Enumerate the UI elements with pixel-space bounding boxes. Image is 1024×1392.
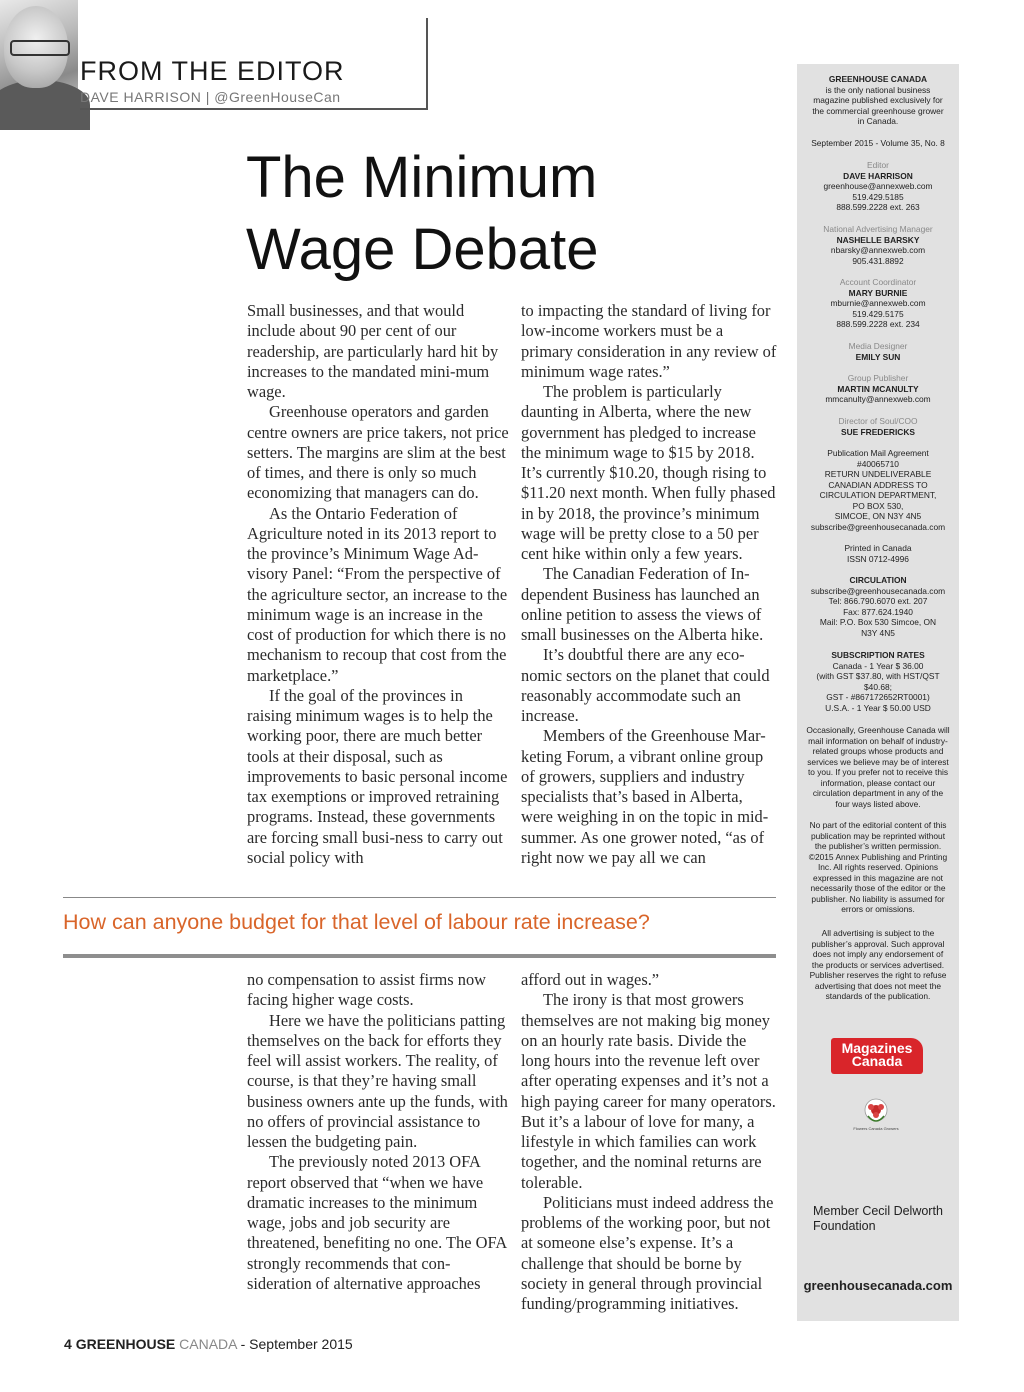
- article-column-3: [247, 970, 509, 1294]
- staff-designer: Media Designer EMILY SUN: [848, 341, 908, 362]
- paragraph: If the goal of the provinces in raising minimum wages is to help the working poor, there are much better tools at their disposal, such as improvements to basic personal income tax exemptions or improved retraining programs. Instead, these governments are forcing small busi-ness to carry out social policy with: [247, 685, 508, 867]
- paragraph: As the Ontario Federation of Agriculture noted in its 2013 report to the province’s Minimum Wage Ad-visory Panel: “From the perspective of the agriculture sector, an increase to the minimum wage is an increase in the cost of production for which there is no mechanism to recoup that cost from the marketplace.”: [247, 503, 508, 685]
- page-footer: [64, 1336, 353, 1352]
- headline-line-1: The Minimum: [246, 145, 598, 210]
- paragraph: It’s doubtful there are any eco-nomic sectors on the planet that could reasonably accommodate such an increase.: [521, 645, 770, 725]
- masthead-intro: [801, 74, 955, 127]
- paragraph: Politicians must indeed address the problems of the working poor, but not at someone else’s expense. It’s a challenge that should be borne by society in general through provincial funding/programming initiatives.: [521, 1192, 774, 1313]
- headline-line-2: Wage Debate: [246, 217, 599, 282]
- paragraph: Small businesses, and that would include about 90 per cent of our readership, are particularly hard hit by increases to the mandated mini-mum wage.: [247, 301, 499, 401]
- svg-text:Flowers Canada Growers: Flowers Canada Growers: [853, 1126, 899, 1131]
- article-column-1: [247, 301, 509, 868]
- staff-advertising: National Advertising Manager NASHELLE BARSKY nbarsky@annexweb.com 905.431.8892: [823, 224, 933, 266]
- footer-issue: - September 2015: [240, 1336, 353, 1352]
- footer-magazine-name: GREENHOUSE: [75, 1336, 176, 1352]
- paragraph: no compensation to assist firms now facing higher wage costs.: [247, 970, 487, 1010]
- member-foundation: Member Cecil Delworth Foundation: [813, 1204, 943, 1233]
- paragraph: to impacting the standard of living for low-income workers must be a primary consideration in any review of minimum wage rates.”: [521, 301, 777, 381]
- volume-info: September 2015 - Volume 35, No. 8: [811, 138, 945, 148]
- masthead-description: is the only national business magazine published exclusively for the commercial greenhouse grower in Canada.: [812, 84, 944, 126]
- byline: DAVE HARRISON | @GreenHouseCan: [80, 89, 341, 105]
- advertising-notice: All advertising is subject to the publisher’s approval. Such approval does not imply any endorsement of the products or services advertised. Publisher reserves the right to refuse advertising that does not meet the standards of the publication.: [809, 928, 947, 1001]
- paragraph: afford out in wages.”: [521, 970, 660, 989]
- article-column-2: [521, 301, 777, 868]
- masthead-sidebar: [797, 64, 959, 1321]
- subscription-rates: SUBSCRIPTION RATES Canada - 1 Year $ 36.00 (with GST $37.80, with HST/QST $40.68; GST - #867172652RT0001) U.S.A. - 1 Year $ 50.00 USD: [816, 650, 940, 713]
- paragraph: Here we have the politicians patting themselves on the back for efforts they feel will assist workers. The reality, of course, is that they’re having small business owners ante up the funds, with no offers of provincial assistance to lessen the budgeting pain.: [247, 1010, 508, 1151]
- staff-account: Account Coordinator MARY BURNIE mburnie@annexweb.com 519.429.5175 888.599.2228 ext. 234: [830, 277, 926, 329]
- flowers-canada-logo: [853, 1096, 899, 1140]
- article-column-4: [521, 970, 777, 1314]
- mailing-notice: Occasionally, Greenhouse Canada will mail information on behalf of industry-related groups whose products and services we believe may be of interest to you. If you prefer not to receive this information, please contact our circulation department in any of the four ways listed above.: [806, 725, 950, 809]
- staff-publisher: Group Publisher MARTIN MCANULTY mmcanulty@annexweb.com: [825, 373, 931, 404]
- circulation-info: CIRCULATION subscribe@greenhousecanada.com Tel: 866.790.6070 ext. 207 Fax: 877.624.1940 Mail: P.O. Box 530 Simcoe, ON N3Y 4N5: [810, 575, 946, 638]
- masthead-title: GREENHOUSE CANADA: [828, 74, 928, 84]
- paragraph: The problem is particularly daunting in Alberta, where the new government has pledged to increase the minimum wage to $15 by 2018. It’s currently $10.20, though rising to $11.20 next month. When fully phased in by 2018, the province’s minimum wage will be pretty close to a 50 per cent hike within only a few years.: [521, 382, 776, 563]
- website-link[interactable]: greenhousecanada.com: [803, 1278, 953, 1293]
- magazines-canada-logo: Magazines Canada: [831, 1038, 923, 1074]
- footer-magazine-name-light: CANADA: [179, 1336, 237, 1352]
- header-divider-horizontal: [80, 108, 428, 110]
- article-headline: [246, 142, 766, 286]
- section-title: FROM THE EDITOR: [80, 56, 345, 86]
- paragraph: The irony is that most growers themselves are not making big money on an hourly rate basis. Divide the long hours into the revenue left over after operating expenses and it’s not a high paying career for many operators. But it’s a labour of love for many, a lifestyle in which families can work together, and the nominal returns are tolerable.: [521, 990, 776, 1192]
- paragraph: Members of the Greenhouse Mar-keting Forum, a vibrant online group of growers, suppliers and industry specialists that’s based in Alberta, were weighing in on the topic in mid-summer. As one grower noted, “as of right now we pay all we can: [521, 726, 769, 867]
- paragraph: Greenhouse operators and garden centre owners are price takers, not price setters. The margins are slim at the best of times, and there is only so much economizing that managers can do.: [247, 402, 509, 503]
- staff-coo: Director of Soul/COO SUE FREDERICKS: [838, 416, 918, 437]
- pullquote-rule-bottom: [63, 954, 776, 958]
- paragraph: The previously noted 2013 OFA report observed that “when we have dramatic increases to the minimum wage, jobs and job security are threatened, benefiting no one. The OFA strongly recommends that con-sideration of alternative approaches: [247, 1152, 507, 1293]
- copyright-notice: No part of the editorial content of this publication may be reprinted without the publisher’s written permission. ©2015 Annex Publishing and Printing Inc. All rights reserved. Opinions expressed in this magazine are not necessarily those of the editor or the publisher. No liability is assumed for errors or omissions.: [808, 820, 948, 914]
- pullquote-rule-top: [63, 897, 776, 898]
- mail-agreement: Publication Mail Agreement #40065710 RETURN UNDELIVERABLE CANADIAN ADDRESS TO CIRCULATION DEPARTMENT, PO BOX 530, SIMCOE, ON N3Y 4N5 subscribe@greenhousecanada.com: [810, 448, 946, 532]
- pullquote: How can anyone budget for that level of labour rate increase?: [63, 910, 650, 934]
- header-divider-vertical: [426, 18, 428, 108]
- staff-editor: Editor DAVE HARRISON greenhouse@annexweb.com 519.429.5185 888.599.2228 ext. 263: [823, 160, 933, 212]
- printed-info: Printed in Canada ISSN 0712-4996: [844, 543, 912, 564]
- editor-portrait: [0, 0, 78, 112]
- paragraph: The Canadian Federation of In-dependent Business has launched an online petition to assess the views of small businesses on the Alberta hike.: [521, 564, 764, 644]
- page-number: 4: [64, 1336, 72, 1352]
